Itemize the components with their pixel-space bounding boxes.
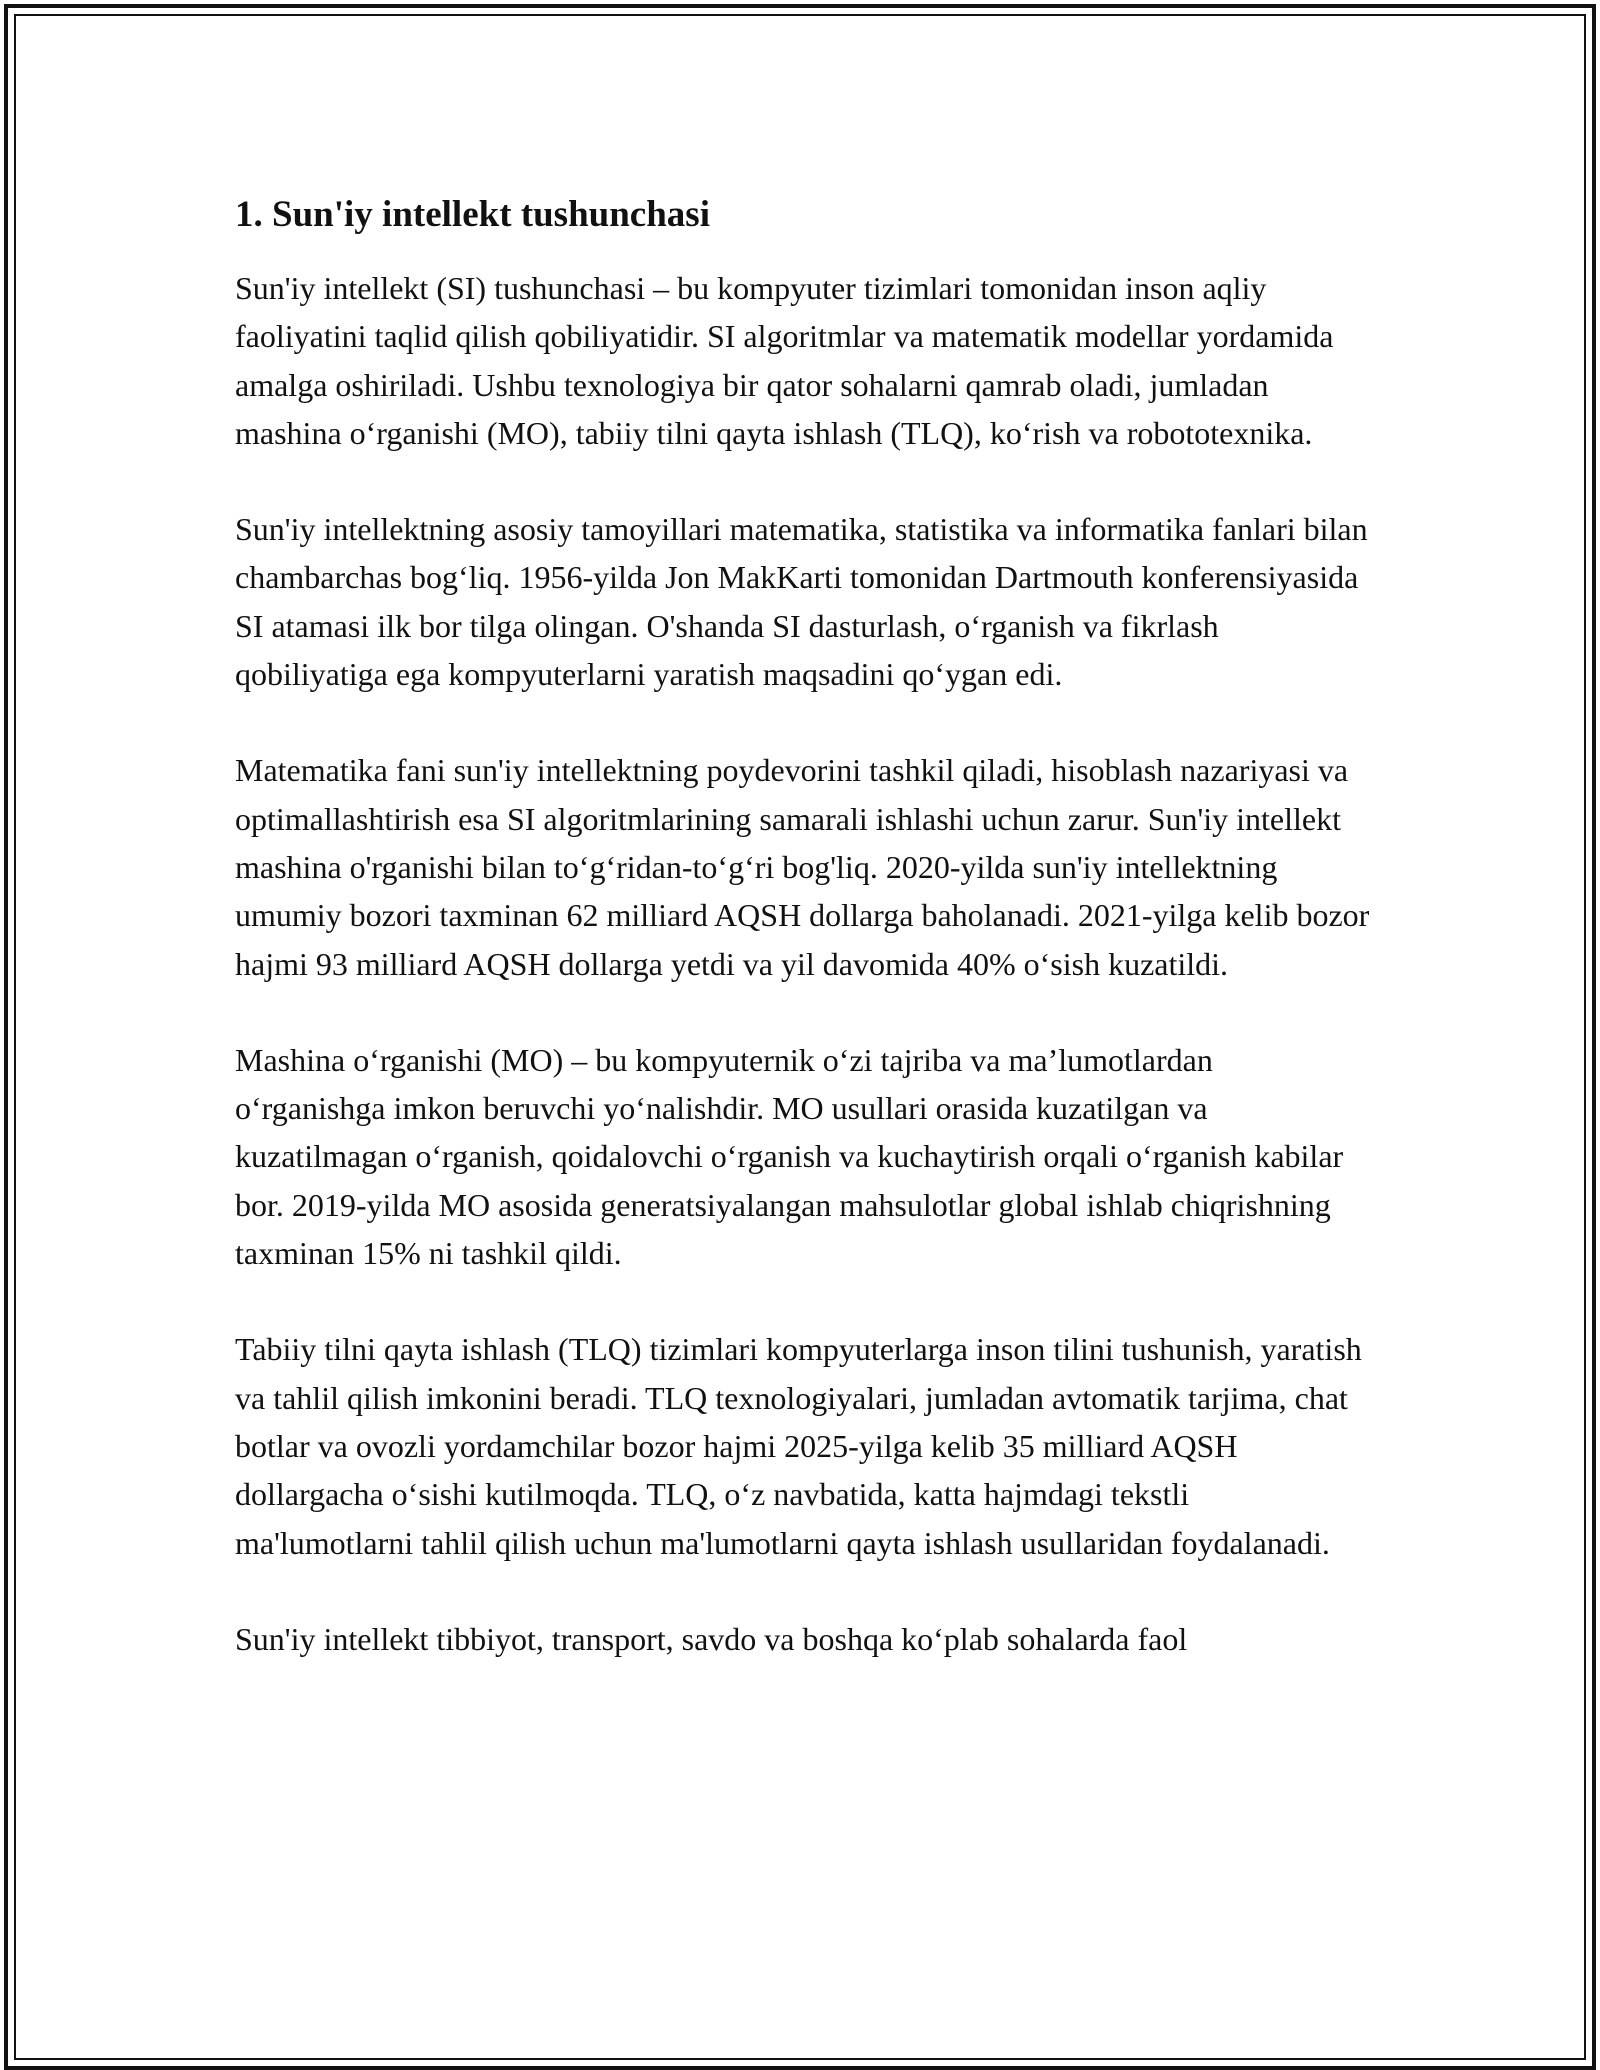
- section-heading: 1. Sun'iy intellekt tushunchasi: [235, 194, 710, 235]
- paragraph-1: Sun'iy intellekt (SI) tushunchasi – bu kompyuter tizimlari tomonidan inson aqliy faoliyatini taqlid qilish qobiliyatidir. SI algoritmlar va matematik modellar yordamida amalga oshiriladi. Ushbu texnologiya bir qator sohalarni qamrab oladi, jumladan mashina o‘rganishi (MO), tabiiy tilni qayta ishlash (TLQ), ko‘rish va robototexnika.: [235, 270, 1334, 451]
- paragraph-6: Sun'iy intellekt tibbiyot, transport, savdo va boshqa ko‘plab sohalarda faol: [235, 1620, 1188, 1657]
- paragraph-3: Matematika fani sun'iy intellektning poydevorini tashkil qiladi, hisoblash nazariyasi va optimallashtirish esa SI algoritmlarining samarali ishlashi uchun zarur. Sun'iy intellekt mashina o'rganishi bilan to‘g‘ridan-to‘g‘ri bog'liq. 2020-yilda sun'iy intellektning umumiy bozori taxminan 62 milliard AQSH dollarga baholanadi. 2021-yilga kelib bozor hajmi 93 milliard AQSH dollarga yetdi va yil davomida 40% o‘sish kuzatildi.: [235, 752, 1370, 982]
- document-body: [235, 190, 1370, 1711]
- paragraph-5: Tabiiy tilni qayta ishlash (TLQ) tizimlari kompyuterlarga inson tilini tushunish, yaratish va tahlil qilish imkonini beradi. TLQ texnologiyalari, jumladan avtomatik tarjima, chat botlar va ovozli yordamchilar bozor hajmi 2025-yilga kelib 35 milliard AQSH dollargacha o‘sishi kutilmoqda. TLQ, o‘z navbatida, katta hajmdagi tekstli ma'lumotlarni tahlil qilish uchun ma'lumotlarni qayta ishlash usullaridan foydalanadi.: [235, 1331, 1362, 1561]
- paragraph-2: Sun'iy intellektning asosiy tamoyillari matematika, statistika va informatika fanlari bilan chambarchas bog‘liq. 1956-yilda Jon MakKarti tomonidan Dartmouth konferensiyasida SI atamasi ilk bor tilga olingan. O'shanda SI dasturlash, o‘rganish va fikrlash qobiliyatiga ega kompyuterlarni yaratish maqsadini qo‘ygan edi.: [235, 511, 1368, 693]
- paragraph-4: Mashina o‘rganishi (MO) – bu kompyuternik o‘zi tajriba va ma’lumotlardan o‘rganishga imkon beruvchi yo‘nalishdir. MO usullari orasida kuzatilgan va kuzatilmagan o‘rganish, qoidalovchi o‘rganish va kuchaytirish orqali o‘rganish kabilar bor. 2019-yilda MO asosida generatsiyalangan mahsulotlar global ishlab chiqrishning taxminan 15% ni tashkil qildi.: [235, 1041, 1344, 1272]
